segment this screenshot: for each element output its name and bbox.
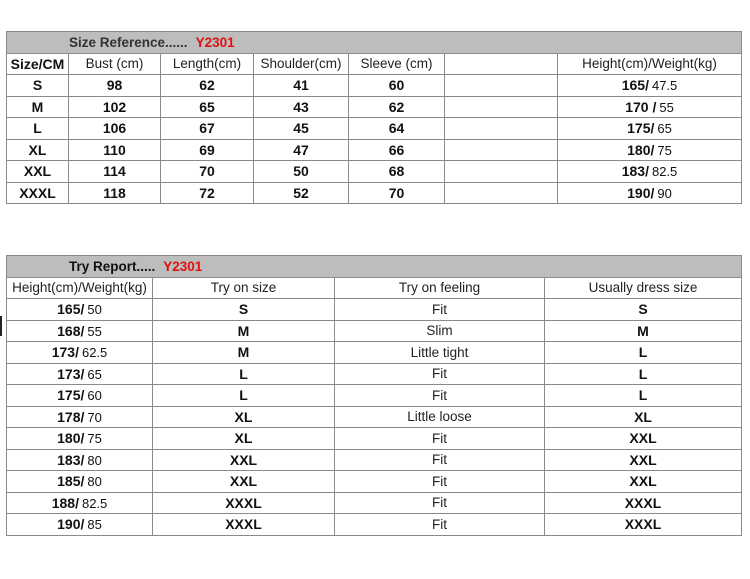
table-row xyxy=(7,75,742,97)
table-row xyxy=(7,118,742,140)
table-row xyxy=(7,514,742,536)
try-report-header-row xyxy=(7,277,742,299)
height-value: 188/ xyxy=(51,494,79,511)
height-weight-cell xyxy=(7,342,153,364)
try-on-size-cell: XXXL xyxy=(153,514,335,536)
table-row xyxy=(7,161,742,183)
try-on-feeling-cell: Fit xyxy=(335,428,545,450)
length-cell: 65 xyxy=(161,96,254,118)
try-on-size-cell: XL xyxy=(153,428,335,450)
height-weight-cell xyxy=(558,96,742,118)
try-report-title: Try Report..... xyxy=(69,258,156,274)
length-cell: 62 xyxy=(161,75,254,97)
try-on-size-cell: M xyxy=(153,320,335,342)
height-value: 178/ xyxy=(57,408,85,425)
col-header-try-on-size: Try on size xyxy=(153,277,335,299)
height-weight-cell xyxy=(7,492,153,514)
table-row xyxy=(7,471,742,493)
try-on-feeling-cell: Fit xyxy=(335,363,545,385)
height-value: 175/ xyxy=(627,120,655,137)
weight-value: 90 xyxy=(657,185,672,201)
bust-cell: 102 xyxy=(69,96,161,118)
weight-value: 60 xyxy=(87,388,102,404)
shoulder-cell: 52 xyxy=(254,182,349,204)
length-cell: 70 xyxy=(161,161,254,183)
height-value: 190/ xyxy=(627,184,655,201)
shoulder-cell: 41 xyxy=(254,75,349,97)
weight-value: 50 xyxy=(87,302,102,318)
size-cell: S xyxy=(7,75,69,97)
height-weight-cell xyxy=(7,471,153,493)
size-reference-table xyxy=(6,31,742,204)
size-cell: XXXL xyxy=(7,182,69,204)
height-weight-cell xyxy=(7,363,153,385)
blank-cell xyxy=(445,75,558,97)
col-header-size: Size/CM xyxy=(7,53,69,75)
table-row xyxy=(7,320,742,342)
height-weight-cell xyxy=(558,118,742,140)
bust-cell: 98 xyxy=(69,75,161,97)
try-on-size-cell: S xyxy=(153,299,335,321)
table-row xyxy=(7,363,742,385)
blank-cell xyxy=(445,118,558,140)
weight-value: 47.5 xyxy=(651,78,678,94)
table-row xyxy=(7,182,742,204)
table-row xyxy=(7,428,742,450)
col-header-length: Length(cm) xyxy=(161,53,254,75)
try-on-size-cell: M xyxy=(153,342,335,364)
height-value: 185/ xyxy=(57,473,85,490)
height-weight-cell xyxy=(558,139,742,161)
try-on-feeling-cell: Fit xyxy=(335,299,545,321)
weight-value: 82.5 xyxy=(651,164,678,180)
table-row xyxy=(7,492,742,514)
height-value: 173/ xyxy=(51,344,79,361)
height-value: 168/ xyxy=(57,322,85,339)
size-cell: XL xyxy=(7,139,69,161)
blank-cell xyxy=(445,161,558,183)
usual-size-cell: S xyxy=(545,299,742,321)
try-on-size-cell: XXL xyxy=(153,449,335,471)
height-weight-cell xyxy=(558,75,742,97)
size-reference-code: Y2301 xyxy=(195,34,235,50)
weight-value: 62.5 xyxy=(81,345,108,361)
table-row xyxy=(7,139,742,161)
size-reference-header-row xyxy=(7,53,742,75)
weight-value: 70 xyxy=(87,409,102,425)
table-row xyxy=(7,96,742,118)
usual-size-cell: XXL xyxy=(545,428,742,450)
try-on-feeling-cell: Little loose xyxy=(335,406,545,428)
height-value: 190/ xyxy=(57,516,85,533)
weight-value: 75 xyxy=(87,431,102,447)
height-weight-cell xyxy=(7,514,153,536)
bust-cell: 110 xyxy=(69,139,161,161)
blank-cell xyxy=(445,96,558,118)
shoulder-cell: 45 xyxy=(254,118,349,140)
height-weight-cell xyxy=(7,449,153,471)
size-reference-title-row xyxy=(7,32,742,54)
size-cell: XXL xyxy=(7,161,69,183)
weight-value: 55 xyxy=(87,323,102,339)
bust-cell: 118 xyxy=(69,182,161,204)
usual-size-cell: L xyxy=(545,342,742,364)
usual-size-cell: M xyxy=(545,320,742,342)
weight-value: 75 xyxy=(657,142,672,158)
weight-value: 82.5 xyxy=(81,495,108,511)
weight-value: 55 xyxy=(659,99,674,115)
col-header-height-weight: Height(cm)/Weight(kg) xyxy=(558,53,742,75)
table-row xyxy=(7,342,742,364)
try-on-size-cell: XXXL xyxy=(153,492,335,514)
size-reference-title-cell xyxy=(7,32,742,54)
try-report-table xyxy=(6,255,742,536)
try-on-size-cell: XL xyxy=(153,406,335,428)
try-on-feeling-cell: Fit xyxy=(335,471,545,493)
table-row xyxy=(7,449,742,471)
usual-size-cell: XXXL xyxy=(545,514,742,536)
try-on-feeling-cell: Fit xyxy=(335,385,545,407)
bust-cell: 106 xyxy=(69,118,161,140)
shoulder-cell: 47 xyxy=(254,139,349,161)
sleeve-cell: 68 xyxy=(349,161,445,183)
try-on-feeling-cell: Slim xyxy=(335,320,545,342)
height-value: 165/ xyxy=(621,77,649,94)
height-value: 180/ xyxy=(57,430,85,447)
try-on-size-cell: L xyxy=(153,385,335,407)
col-header-shoulder: Shoulder(cm) xyxy=(254,53,349,75)
blank-cell xyxy=(445,139,558,161)
table-row xyxy=(7,385,742,407)
try-on-feeling-cell: Fit xyxy=(335,449,545,471)
bust-cell: 114 xyxy=(69,161,161,183)
try-on-feeling-cell: Little tight xyxy=(335,342,545,364)
weight-value: 65 xyxy=(657,121,672,137)
height-value: 165/ xyxy=(57,301,85,318)
try-on-feeling-cell: Fit xyxy=(335,492,545,514)
length-cell: 69 xyxy=(161,139,254,161)
height-weight-cell xyxy=(558,182,742,204)
edge-mark xyxy=(0,316,2,336)
try-report-code: Y2301 xyxy=(163,258,203,274)
height-weight-cell xyxy=(7,299,153,321)
col-header-height-weight: Height(cm)/Weight(kg) xyxy=(7,277,153,299)
col-header-usual-size: Usually dress size xyxy=(545,277,742,299)
col-header-blank xyxy=(445,53,558,75)
usual-size-cell: XXXL xyxy=(545,492,742,514)
col-header-try-on-feeling: Try on feeling xyxy=(335,277,545,299)
try-on-size-cell: L xyxy=(153,363,335,385)
length-cell: 72 xyxy=(161,182,254,204)
weight-value: 85 xyxy=(87,517,102,533)
table-row xyxy=(7,406,742,428)
try-on-feeling-cell: Fit xyxy=(335,514,545,536)
size-cell: L xyxy=(7,118,69,140)
height-weight-cell xyxy=(7,385,153,407)
height-weight-cell xyxy=(7,406,153,428)
usual-size-cell: L xyxy=(545,363,742,385)
height-weight-cell xyxy=(7,428,153,450)
height-value: 180/ xyxy=(627,141,655,158)
sleeve-cell: 60 xyxy=(349,75,445,97)
shoulder-cell: 50 xyxy=(254,161,349,183)
shoulder-cell: 43 xyxy=(254,96,349,118)
size-cell: M xyxy=(7,96,69,118)
weight-value: 65 xyxy=(87,366,102,382)
sleeve-cell: 64 xyxy=(349,118,445,140)
weight-value: 80 xyxy=(87,474,102,490)
blank-cell xyxy=(445,182,558,204)
usual-size-cell: L xyxy=(545,385,742,407)
height-value: 173/ xyxy=(57,365,85,382)
sleeve-cell: 62 xyxy=(349,96,445,118)
usual-size-cell: XL xyxy=(545,406,742,428)
size-reference-title: Size Reference...... xyxy=(69,34,188,50)
col-header-sleeve: Sleeve (cm) xyxy=(349,53,445,75)
try-report-title-cell xyxy=(7,256,742,278)
sleeve-cell: 70 xyxy=(349,182,445,204)
height-weight-cell xyxy=(558,161,742,183)
sleeve-cell: 66 xyxy=(349,139,445,161)
usual-size-cell: XXL xyxy=(545,449,742,471)
length-cell: 67 xyxy=(161,118,254,140)
table-row xyxy=(7,299,742,321)
height-value: 183/ xyxy=(57,451,85,468)
height-value: 170 / xyxy=(625,98,657,115)
try-report-title-row xyxy=(7,256,742,278)
col-header-bust: Bust (cm) xyxy=(69,53,161,75)
usual-size-cell: XXL xyxy=(545,471,742,493)
try-on-size-cell: XXL xyxy=(153,471,335,493)
height-weight-cell xyxy=(7,320,153,342)
height-value: 175/ xyxy=(57,387,85,404)
height-value: 183/ xyxy=(621,163,649,180)
weight-value: 80 xyxy=(87,452,102,468)
